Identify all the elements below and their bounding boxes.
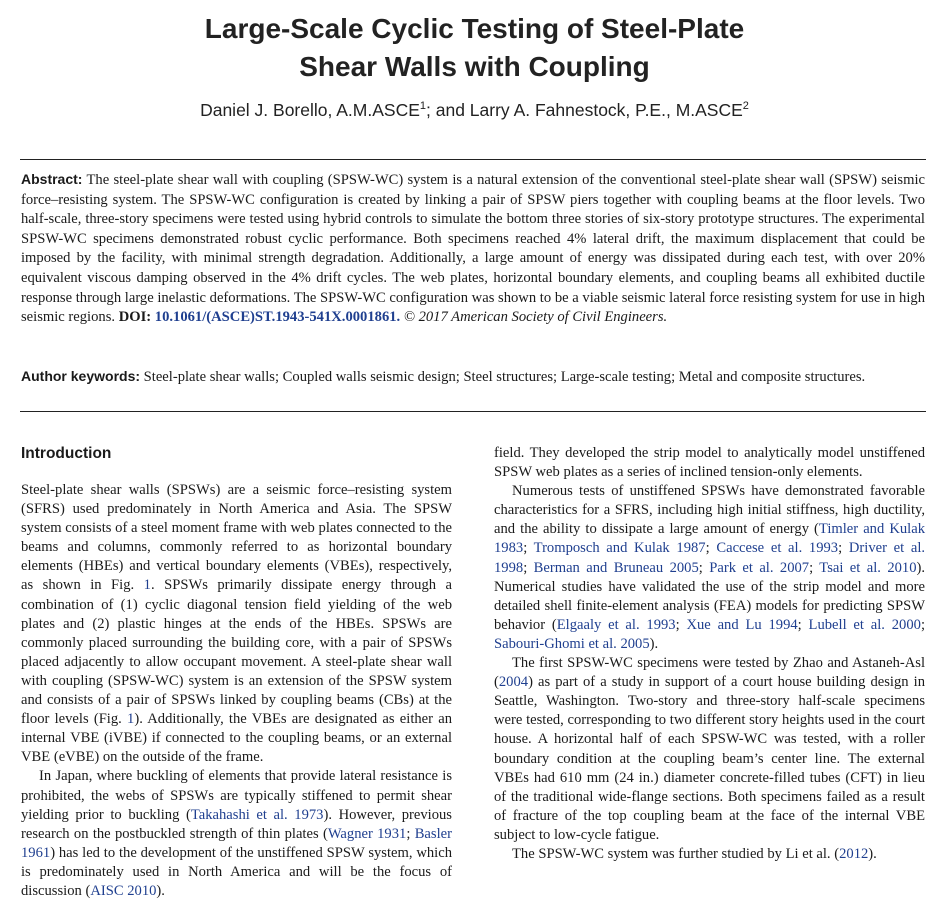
text-run: ; bbox=[797, 616, 809, 633]
paragraph: field. They developed the strip model to analytically model unstiffened SPSW web plates as a series of inclined tension-only elements. bbox=[494, 445, 925, 481]
citation-link[interactable]: Tromposch and Kulak 1987 bbox=[533, 540, 706, 557]
paragraph bbox=[494, 482, 925, 654]
citation-link[interactable]: Park et al. 2007 bbox=[709, 559, 810, 576]
text-run: ; bbox=[705, 540, 717, 557]
citation-link[interactable]: Xue and Lu 1994 bbox=[686, 616, 798, 633]
introduction-heading: Introduction bbox=[21, 445, 112, 462]
text-run: The first SPSW-WC specimens were tested by Zhao and Astaneh-Asl ( bbox=[494, 655, 925, 691]
text-run: The SPSW-WC system was further studied by Li et al. ( bbox=[512, 845, 840, 862]
doi-label: DOI: bbox=[118, 309, 152, 326]
citation-link[interactable]: Wagner 1931 bbox=[327, 825, 407, 842]
citation-link[interactable]: Basler 1961 bbox=[21, 825, 452, 861]
paragraph bbox=[21, 481, 452, 767]
text-run: ; bbox=[523, 559, 534, 576]
text-run: ). Numerical studies have validated the use of the strip model and more detailed shell finite-element analysis (FEA) models for predicting SPSW behavior ( bbox=[494, 559, 926, 633]
text-run: ; bbox=[523, 540, 534, 557]
right-column bbox=[494, 444, 925, 864]
abstract-top-rule bbox=[20, 159, 926, 160]
citation-link[interactable]: AISC 2010 bbox=[90, 882, 157, 899]
paper-title bbox=[0, 10, 949, 86]
abstract bbox=[21, 170, 925, 328]
copyright: © 2017 American Society of Civil Engineers. bbox=[403, 309, 668, 326]
abstract-text: The steel-plate shear wall with coupling (SPSW-WC) system is a natural extension of the conventional steel-plate shear wall (SPSW) seismic force–resisting system. The SPSW-WC configuration is created by linking a pair of SPSW piers together with coupling beams at the floor levels. Two half-scale, three-story specimens were tested using hybrid controls to simulate the bottom three stories of six-story prototype structures. The experimental SPSW-WC specimens demonstrated robust cyclic performance. Both specimens reached 4% lateral drift, the maximum displacement that could be imposed by the facility, with minimal strength degradation. Additionally, a large amount of energy was dissipated during each test, with over 20% equivalent viscous damping observed in the 4% drift cycles. The web plates, horizontal boundary elements, and coupling beams all exhibited ductile response through large inelastic deformations. The SPSW-WC configuration was shown to be a viable seismic lateral force resisting system for use in high seismic regions. bbox=[21, 172, 925, 326]
text-run: ). bbox=[868, 845, 877, 862]
citation-link[interactable]: Timler and Kulak 1983 bbox=[494, 521, 925, 557]
doi-link[interactable]: 10.1061/(ASCE)ST.1943-541X.0001861. bbox=[154, 309, 401, 326]
author-1-affiliation: 1 bbox=[419, 100, 427, 113]
author-keywords bbox=[21, 367, 925, 388]
author-2: ; and Larry A. Fahnestock, P.E., M.ASCE bbox=[426, 100, 743, 120]
paragraph bbox=[494, 654, 925, 845]
text-run: In Japan, where buckling of elements that provide lateral resistance is prohibited, the webs of SPSWs are typically stiffened to permit shear yielding prior to buckling ( bbox=[21, 768, 452, 823]
abstract-label: Abstract: bbox=[21, 171, 83, 187]
keywords-text: Steel-plate shear walls; Coupled walls seismic design; Steel structures; Large-scale testing; Metal and composite structures. bbox=[140, 369, 866, 385]
citation-link[interactable]: Berman and Bruneau 2005 bbox=[533, 559, 699, 576]
figure-link[interactable]: 1 bbox=[127, 711, 135, 728]
citation-link[interactable]: Driver et al. 1998 bbox=[494, 540, 926, 576]
left-column bbox=[21, 444, 452, 901]
citation-link[interactable]: 2012 bbox=[839, 845, 869, 862]
abstract-bottom-rule bbox=[20, 411, 926, 412]
text-run: ). bbox=[156, 882, 165, 899]
citation-link[interactable]: 2004 bbox=[498, 674, 529, 691]
text-run: ; bbox=[698, 559, 710, 576]
text-run: ) as part of a study in support of a court house building design in Seattle, Washington. Two-story and three-story half-scale specimens were tested, corresponding to two different story heights used in the court house. A horizontal half of each SPSW-WC was tested, with a roller boundary condition at the coupling beam’s center line. The external VBEs had 610 mm (24 in.) diameter concrete-filled tubes (CFT) in lieu of the traditional wide-flange sections. Both specimens failed as a result of fracture of the top coupling beam at the face of the internal VBE subject to low-cycle fatigue. bbox=[494, 674, 925, 843]
text-run: Numerous tests of unstiffened SPSWs have demonstrated favorable characteristics for a SFRS, including high initial stiffness, high ductility, and the ability to dissipate a large amount of energy ( bbox=[494, 483, 925, 538]
title-line-1: Large-Scale Cyclic Testing of Steel-Plate bbox=[204, 13, 745, 44]
citation-link[interactable]: Caccese et al. 1993 bbox=[716, 540, 839, 557]
author-1: Daniel J. Borello, A.M.ASCE bbox=[200, 100, 420, 120]
author-2-affiliation: 2 bbox=[742, 100, 749, 113]
figure-link[interactable]: 1 bbox=[143, 577, 151, 594]
citation-link[interactable]: Tsai et al. 2010 bbox=[819, 559, 917, 576]
paragraph bbox=[21, 767, 452, 901]
citation-link[interactable]: Lubell et al. 2000 bbox=[808, 616, 921, 633]
keywords-label: Author keywords: bbox=[21, 368, 141, 384]
author-list bbox=[0, 100, 949, 121]
paragraph bbox=[494, 845, 925, 864]
citation-link[interactable]: Elgaaly et al. 1993 bbox=[556, 616, 676, 633]
citation-link[interactable]: Sabouri-Ghomi et al. 2005 bbox=[494, 635, 650, 652]
text-run: Steel-plate shear walls (SPSWs) are a seismic force–resisting system (SFRS) used predominately in North America and Asia. The SPSW system consists of a steel moment frame with web plates connected to the beams and columns, commonly referred to as horizontal boundary elements (HBEs) and vertical boundary elements (VBEs), respectively, as shown in Fig. bbox=[21, 482, 452, 594]
text-run: ). Additionally, the VBEs are designated as either an internal VBE (iVBE) if connected to the coupling beams, or an external VBE (eVBE) on the outside of the frame. bbox=[21, 711, 452, 766]
text-run: ; bbox=[920, 616, 925, 633]
title-line-2: Shear Walls with Coupling bbox=[299, 51, 650, 82]
text-run: ). However, previous research on the postbuckled strength of thin plates ( bbox=[21, 806, 452, 842]
text-run: ; bbox=[406, 825, 415, 842]
text-run: ; bbox=[809, 559, 820, 576]
text-run: . SPSWs primarily dissipate energy through a combination of (1) cyclic diagonal tension field yielding of the web plates and (2) plastic hinges at the ends of the HBEs. SPSWs are commonly placed surrounding the building core, with a pair of SPSWs placed adjacently to allow occupant movement. A steel-plate shear wall with coupling (SPSW-WC) system is an extension of the SPSW system and consists of a pair of SPSWs linked by coupling beams (CBs) at the floor levels (Fig. bbox=[21, 577, 453, 728]
text-run: ; bbox=[838, 540, 849, 557]
text-run: ; bbox=[675, 616, 687, 633]
text-run: ) has led to the development of the unstiffened SPSW system, which is predominately used in North America and will be the focus of discussion ( bbox=[21, 844, 452, 899]
text-run: ). bbox=[649, 635, 659, 652]
citation-link[interactable]: Takahashi et al. 1973 bbox=[190, 806, 324, 823]
